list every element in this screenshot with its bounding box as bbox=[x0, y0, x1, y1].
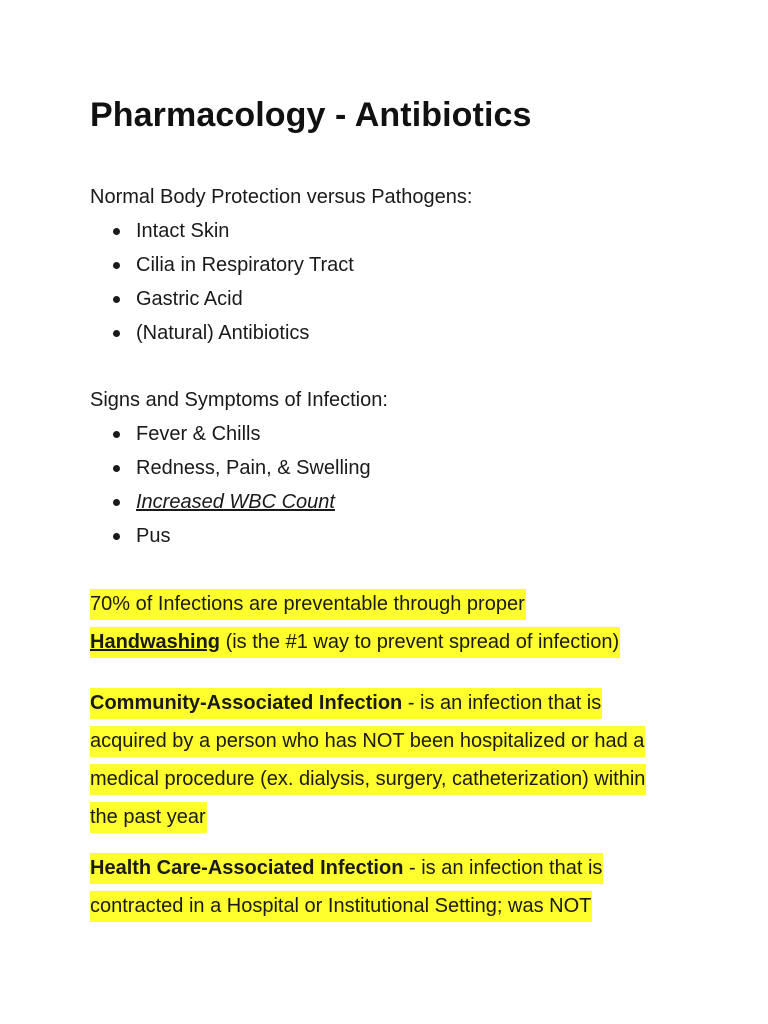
list-item: (Natural) Antibiotics bbox=[90, 316, 472, 350]
healthcare-infection-definition bbox=[90, 852, 603, 928]
symptoms-heading: Signs and Symptoms of Infection: bbox=[90, 389, 388, 411]
protection-list bbox=[90, 214, 472, 350]
protection-heading: Normal Body Protection versus Pathogens: bbox=[90, 186, 473, 208]
page-title: Pharmacology - Antibiotics bbox=[90, 96, 532, 134]
bullet-icon bbox=[113, 499, 120, 506]
symptoms-list bbox=[90, 417, 388, 553]
list-item: Gastric Acid bbox=[90, 282, 472, 316]
handwashing-line-1: 70% of Infections are preventable through proper bbox=[90, 589, 526, 620]
community-infection-definition bbox=[90, 687, 646, 839]
healthcare-line-2: contracted in a Hospital or Institutional Setting; was NOT bbox=[90, 891, 592, 922]
list-item: Redness, Pain, & Swelling bbox=[90, 451, 388, 485]
community-term: Community-Associated Infection bbox=[90, 692, 403, 714]
bullet-icon bbox=[113, 533, 120, 540]
list-item: Intact Skin bbox=[90, 214, 472, 248]
healthcare-term: Health Care-Associated Infection bbox=[90, 857, 404, 879]
symptoms-section bbox=[90, 383, 388, 553]
handwashing-line-2: Handwashing (is the #1 way to prevent spread of infection) bbox=[90, 627, 620, 658]
community-line-4: the past year bbox=[90, 802, 207, 833]
handwashing-term: Handwashing bbox=[90, 631, 221, 653]
bullet-icon bbox=[113, 465, 120, 472]
protection-section bbox=[90, 180, 472, 350]
community-line-2: acquired by a person who has NOT been hospitalized or had a bbox=[90, 726, 645, 757]
bullet-icon bbox=[113, 262, 120, 269]
bullet-icon bbox=[113, 228, 120, 235]
list-item: Cilia in Respiratory Tract bbox=[90, 248, 472, 282]
bullet-icon bbox=[113, 330, 120, 337]
list-item: Increased WBC Count bbox=[90, 485, 388, 519]
handwashing-note bbox=[90, 588, 620, 664]
bullet-icon bbox=[113, 296, 120, 303]
community-line-1: Community-Associated Infection - is an infection that is bbox=[90, 688, 602, 719]
community-line-3: medical procedure (ex. dialysis, surgery, catheterization) within bbox=[90, 764, 646, 795]
list-item: Fever & Chills bbox=[90, 417, 388, 451]
bullet-icon bbox=[113, 431, 120, 438]
healthcare-line-1: Health Care-Associated Infection - is an infection that is bbox=[90, 853, 603, 884]
list-item: Pus bbox=[90, 519, 388, 553]
